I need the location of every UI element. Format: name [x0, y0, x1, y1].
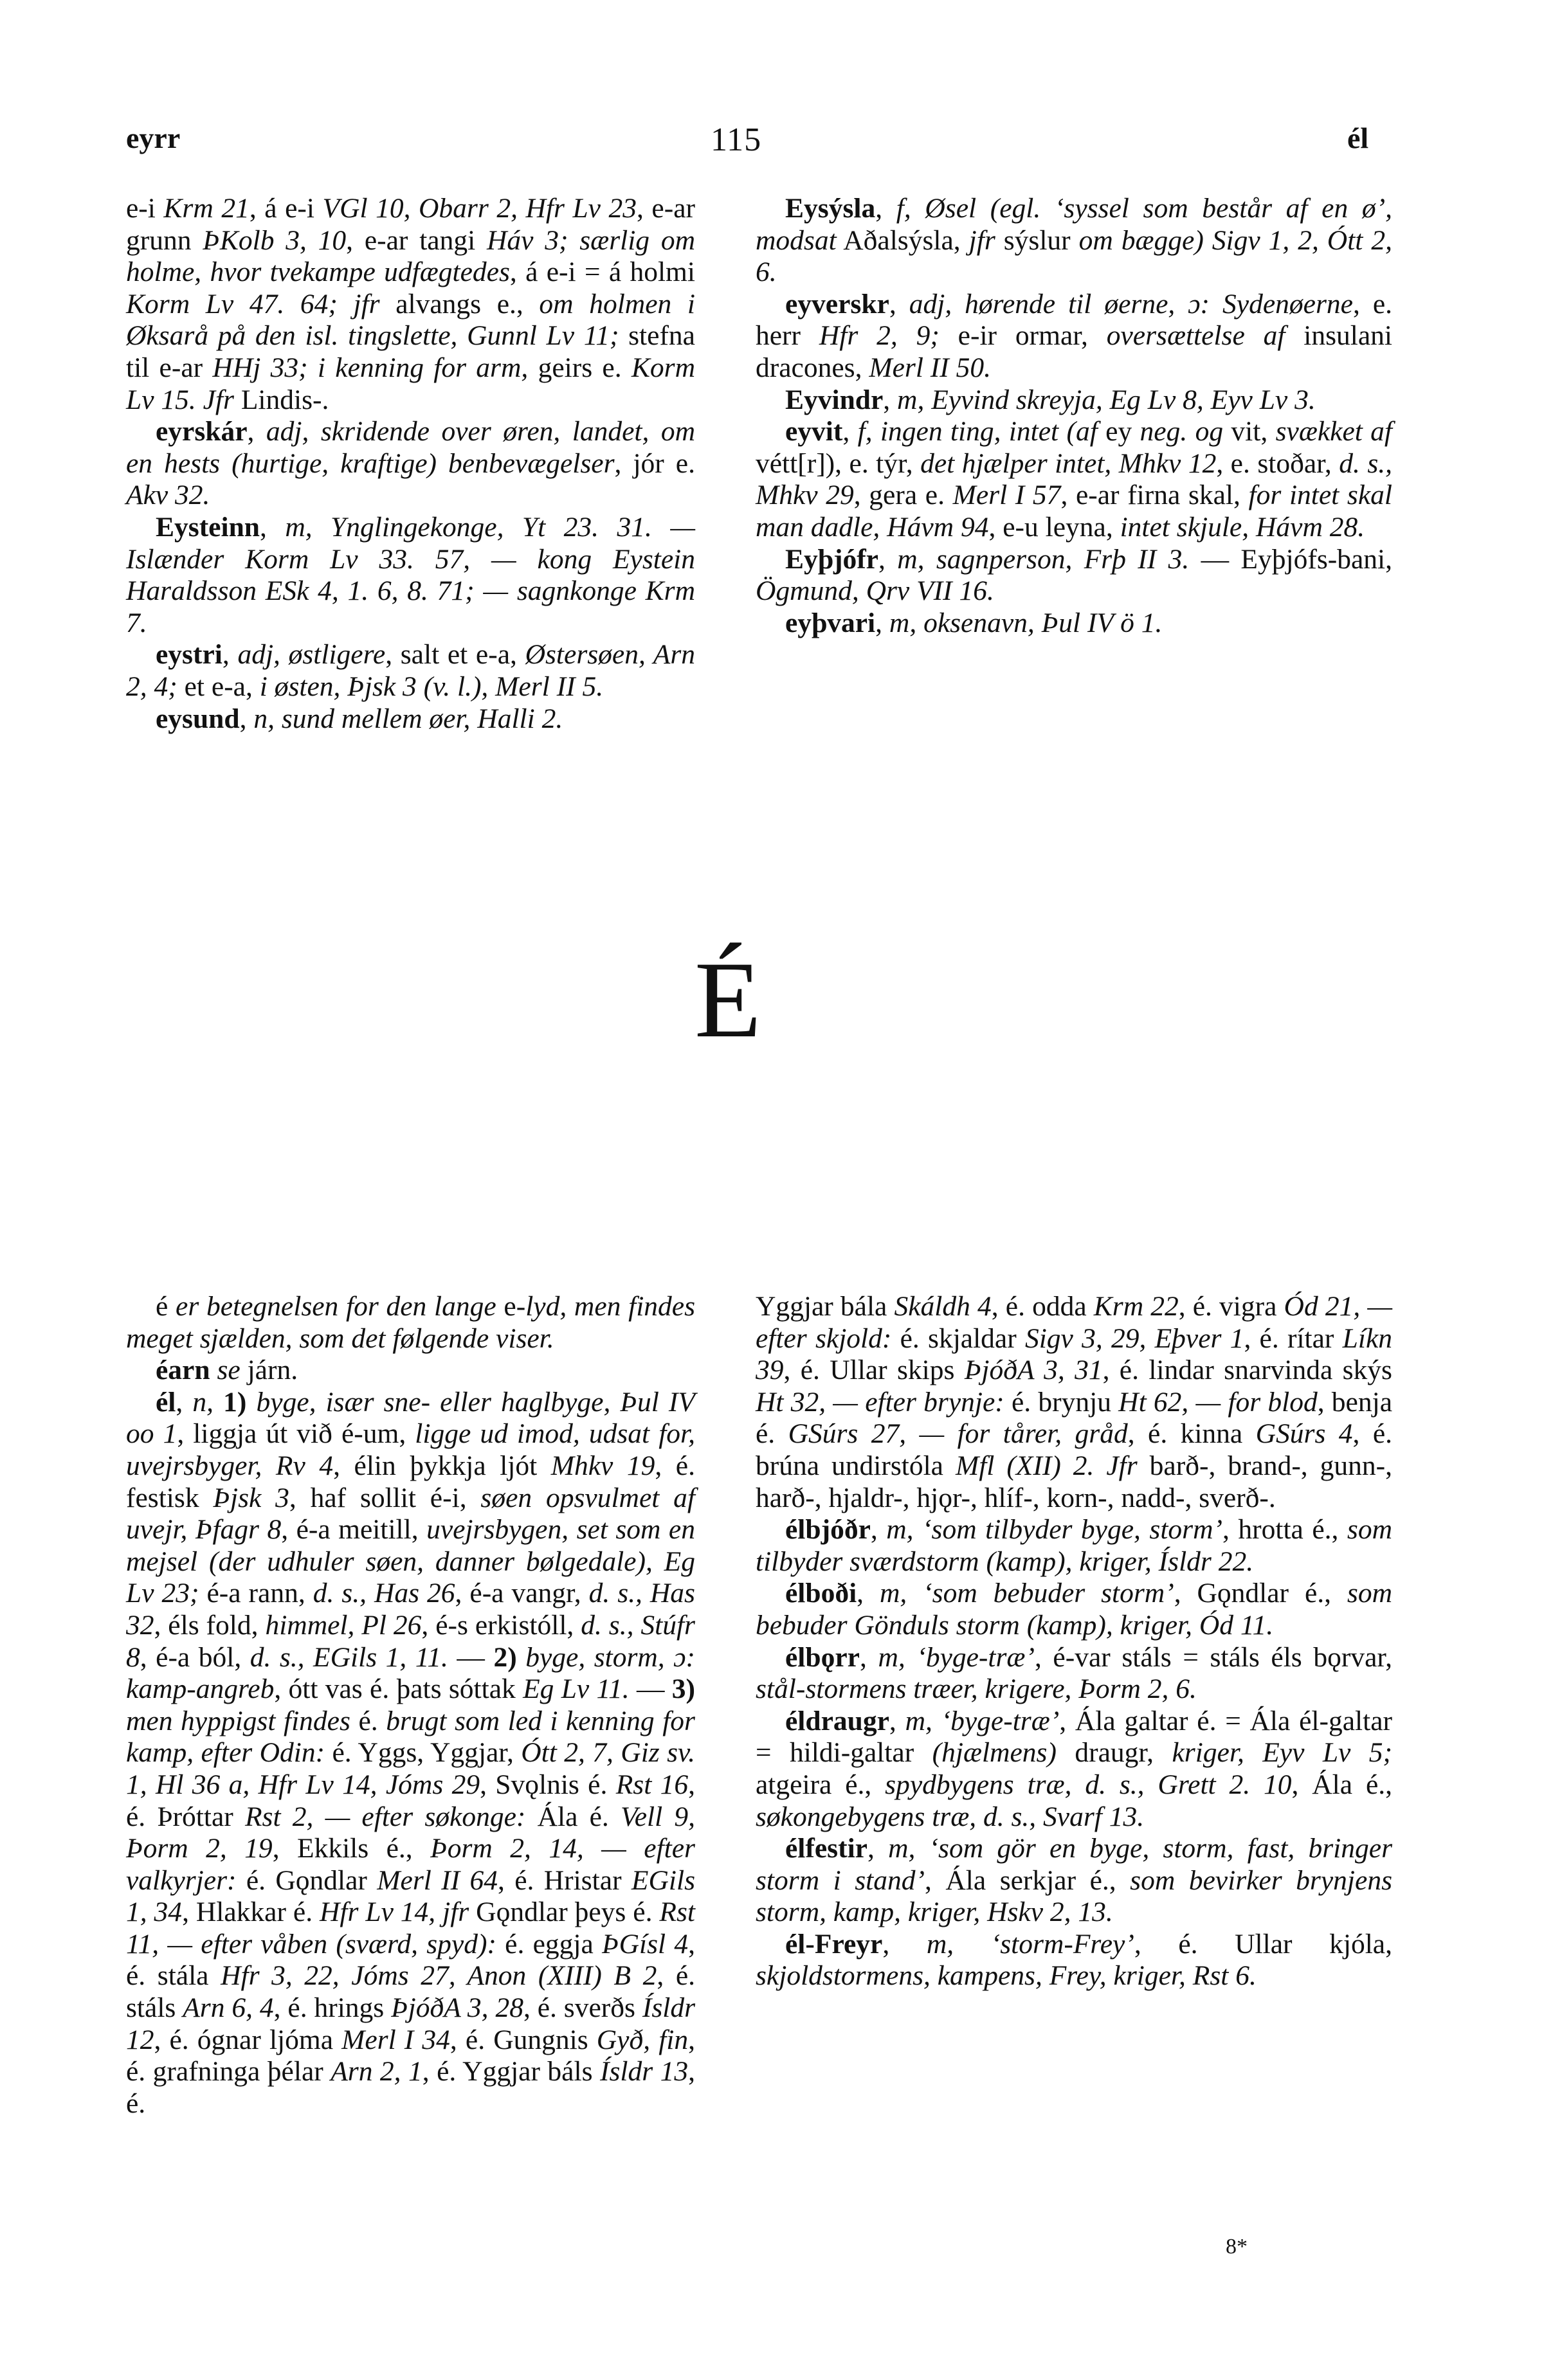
column-top-right	[756, 193, 1392, 639]
roman-text: , e. herr	[756, 288, 1392, 352]
italic-text: svækket af	[1275, 416, 1393, 447]
italic-text: m, Eyvind skreyja, Eg Lv 8, Eyv Lv 3.	[897, 384, 1316, 415]
roman-text: ,	[878, 543, 898, 575]
roman-text: , élin þykkja ljót	[333, 1450, 551, 1481]
headword: él	[156, 1386, 176, 1418]
running-head-right: él	[1347, 122, 1369, 154]
roman-text: é. brynju	[1004, 1386, 1119, 1418]
italic-text: Vell 9, Þorm 2, 19	[126, 1801, 695, 1864]
roman-text: é. Yggs, Yggjar,	[325, 1737, 522, 1769]
italic-text: jfr	[968, 224, 995, 256]
italic-text: ÞKolb 3, 10	[203, 224, 347, 256]
roman-text: vit,	[1223, 416, 1276, 447]
dictionary-entry	[126, 1355, 695, 1387]
roman-text: , Svǫlnis é.	[480, 1769, 616, 1800]
italic-text: Ísldr 13	[599, 2056, 689, 2087]
italic-text: Ht 32, — efter brynje:	[756, 1386, 1004, 1418]
roman-text: , é. kinna	[1127, 1418, 1256, 1450]
italic-text: ÞGísl 4	[602, 1928, 689, 1960]
headword: élboði	[785, 1578, 857, 1609]
italic-text: som tilbyder sværdstorm (kamp), kriger, Ísldr 22.	[756, 1514, 1392, 1577]
roman-text: , liggja út við é-um,	[177, 1418, 415, 1450]
dictionary-entry	[126, 512, 695, 639]
italic-text: ÞjóðA 3, 31	[964, 1355, 1103, 1386]
headword: eyverskr	[785, 288, 889, 320]
signature-mark: 8*	[1226, 2235, 1248, 2258]
italic-text: Mfl (XII) 2. Jfr	[955, 1450, 1138, 1481]
italic-text: oversættelse af	[1106, 320, 1285, 352]
roman-text: , é.	[126, 2056, 696, 2119]
italic-text: kriger, Eyv Lv 5;	[1172, 1737, 1392, 1769]
italic-text: Rst 11, — efter våben (sværd, spyd):	[126, 1897, 695, 1960]
dictionary-entry	[756, 1833, 1392, 1929]
dictionary-entry	[126, 639, 695, 703]
roman-text: , é. sverðs	[523, 1992, 642, 2024]
dictionary-entry	[756, 1642, 1392, 1706]
roman-text: , e-u leyna,	[988, 511, 1120, 543]
headword: élbǫrr	[785, 1641, 860, 1673]
roman-text: , éls fold,	[154, 1609, 266, 1641]
italic-text: Sigv 3, 29, Eþver 1	[1024, 1322, 1244, 1354]
italic-text: som bebuder Gönduls storm (kamp), kriger, Ód 11.	[756, 1578, 1392, 1641]
italic-text: n,	[192, 1386, 214, 1418]
italic-text: adj, østligere	[237, 639, 386, 671]
roman-text: , é. ógnar ljóma	[154, 2024, 342, 2055]
running-head-left: eyrr	[126, 122, 181, 154]
roman-text: é. Gǫndlar	[236, 1864, 377, 1896]
column-bottom-left	[126, 1291, 695, 2120]
italic-text: Ísldr 12	[126, 1992, 696, 2055]
roman-text: , Hlakkar é.	[182, 1897, 320, 1928]
italic-text: søen opsvulmet af uvejr, Þfagr 8	[126, 1482, 695, 1546]
roman-text: Lindis-.	[233, 384, 329, 415]
roman-text: , é. Gungnis	[450, 2024, 597, 2055]
section-letter-heading: É	[695, 939, 761, 1060]
roman-text: , é. Ullar kjóla,	[1134, 1928, 1392, 1960]
roman-text: , é-a meitill,	[281, 1514, 427, 1546]
italic-text: m, ‘byge-træ’	[905, 1705, 1060, 1736]
roman-text: ,	[222, 639, 238, 671]
roman-text: , é. Ullar skips	[783, 1355, 965, 1386]
headword: él-Freyr	[785, 1928, 883, 1960]
headword: eyvit	[785, 416, 843, 447]
italic-text: m, Ynglingekonge, Yt 23. 31. — Islænder Korm Lv 33. 57, — kong Eystein Haraldsson ESk 4, 1. 6, 8. 71; — sagnkonge Krm 7.	[126, 511, 695, 638]
italic-text: i østen, Þjsk 3 (v. l.), Merl II 5.	[259, 671, 604, 702]
roman-text: atgeira é.,	[756, 1769, 885, 1800]
italic-text: EGils 1, 34	[126, 1864, 696, 1928]
roman-text: járn.	[240, 1355, 298, 1386]
italic-text: Korm Lv 47. 64; jfr	[126, 288, 380, 320]
italic-text: Østersøen, Arn 2, 4;	[126, 639, 695, 702]
italic-text: det hjælper intet, Mhkv 12	[920, 447, 1217, 479]
roman-text: ,	[842, 416, 858, 447]
roman-text: , Ála é.,	[1291, 1769, 1392, 1800]
italic-text: men hyppigst findes	[126, 1705, 350, 1736]
roman-text: , é. stála	[126, 1928, 695, 1992]
italic-text: Merl I 34	[341, 2024, 450, 2055]
italic-text: Skáldh 4	[894, 1291, 992, 1322]
italic-text: Krm 22	[1093, 1291, 1179, 1322]
italic-text: m, ‘som gör en byge, storm, fast, bringer storm i stand’	[756, 1833, 1392, 1896]
dictionary-entry	[126, 703, 695, 735]
italic-text: d. s., Has 32	[126, 1578, 695, 1641]
italic-text: intet skjule, Hávm 28.	[1120, 511, 1365, 543]
italic-text: Krm 21	[163, 193, 250, 224]
italic-text: (hjælmens)	[932, 1737, 1057, 1769]
italic-text: adj, hørende til øerne, ɔ: Sydenøerne	[909, 288, 1353, 320]
dictionary-entry	[756, 416, 1392, 543]
italic-text: Þorm 2, 14, — efter valkyrjer:	[126, 1833, 695, 1896]
roman-text: e-i	[126, 193, 164, 224]
dictionary-entry	[756, 1578, 1392, 1641]
italic-text: Ód 21, — efter skjold:	[756, 1291, 1393, 1354]
italic-text: f, Øsel (egl. ‘syssel som består af en ø’, modsat	[756, 193, 1392, 256]
headword: Eysteinn	[156, 511, 260, 543]
italic-text: skjoldstormens, kampens, Frey, kriger, Rst 6.	[756, 1960, 1257, 1992]
roman-text: ,	[239, 703, 254, 734]
dictionary-entry	[756, 608, 1392, 640]
roman-text: — Eyþjófs-bani,	[1189, 543, 1393, 575]
roman-text: sýslur	[995, 224, 1079, 256]
roman-text: é. eggja	[496, 1928, 603, 1960]
dictionary-entry	[126, 1387, 695, 2120]
roman-text: e-	[496, 1291, 526, 1322]
italic-text: m, ‘som tilbyder byge, storm’	[886, 1514, 1223, 1546]
italic-text: lyd, men findes meget sjælden, som det følgende viser.	[126, 1291, 696, 1354]
dictionary-entry	[756, 1291, 1392, 1514]
headword: Eyvindr	[785, 384, 884, 415]
roman-text: , é-s erkistóll,	[421, 1609, 581, 1641]
italic-text: neg. og	[1140, 416, 1224, 447]
roman-text: barð-, brand-, gunn-, harð-, hjaldr-, hjǫr-, hlíf-, korn-, nadd-, sverð-.	[756, 1450, 1392, 1513]
roman-text: et e-a,	[177, 671, 260, 702]
headword: Eysýsla	[785, 193, 876, 224]
roman-text: ,	[857, 1578, 880, 1609]
roman-text: ,	[247, 416, 266, 447]
italic-text: brugt som led i kenning for kamp, efter Odin:	[126, 1705, 695, 1769]
italic-text: byge, især sne- eller haglbyge, Þul IV oo 1	[126, 1386, 695, 1450]
italic-text: ÞjóðA 3, 28	[391, 1992, 523, 2024]
roman-text: stefna til e-ar	[126, 320, 695, 383]
roman-text: ,	[875, 193, 896, 224]
roman-text: ,	[889, 288, 909, 320]
roman-text: Gǫndlar þeys é.	[469, 1897, 660, 1928]
roman-text: ,	[875, 607, 889, 638]
roman-text: , Ála serkjar é.,	[924, 1864, 1131, 1896]
roman-text: , é. lindar snarvinda skýs	[1102, 1355, 1392, 1386]
italic-text: Ótt 2, 7, Giz sv. 1, Hl 36 a, Hfr Lv 14, Jóms 29	[126, 1737, 695, 1800]
headword: 3)	[671, 1673, 696, 1705]
roman-text: , Ekkils é.,	[272, 1833, 431, 1864]
roman-text: , é. brúna undirstóla	[756, 1418, 1392, 1481]
roman-text: , salt et e-a,	[385, 639, 525, 671]
italic-text: Arn 2, 1	[331, 2056, 422, 2087]
roman-text: —	[448, 1641, 494, 1673]
italic-text: HHj 33; i kenning for arm,	[212, 352, 529, 383]
italic-text: om bægge) Sigv 1, 2, Ótt 2, 6.	[756, 224, 1392, 288]
roman-text: , haf sollit é-i,	[289, 1482, 481, 1513]
italic-text: Merl II 50.	[869, 352, 991, 383]
dictionary-entry	[756, 289, 1392, 384]
italic-text: Gyð, fin	[596, 2024, 689, 2055]
roman-text: ,	[867, 1833, 889, 1864]
roman-text: , gera e.	[853, 480, 953, 511]
headword: élfestir	[785, 1833, 867, 1864]
italic-text: m, ‘som bebuder storm’	[879, 1578, 1174, 1609]
dictionary-entry	[756, 384, 1392, 417]
roman-text: , é. festisk	[126, 1450, 695, 1513]
italic-text: se	[217, 1355, 241, 1386]
roman-text: , é-a ból,	[140, 1641, 250, 1673]
italic-text: stål-stormens træer, krigere, Þorm 2, 6.	[756, 1673, 1197, 1705]
italic-text: uvejrsbygen, set som en mejsel (der udhuler søen, danner bølgedale), Eg Lv 23;	[126, 1514, 695, 1609]
roman-text: , é. grafninga þélar	[126, 2024, 695, 2087]
italic-text: søkongebygens træ, d. s., Svarf 13.	[756, 1801, 1145, 1832]
dictionary-entry	[756, 544, 1392, 608]
roman-text: , é. stáls	[126, 1960, 696, 2024]
roman-text: ,	[889, 1705, 905, 1736]
roman-text: ,	[870, 1514, 887, 1546]
roman-text: , e-ar firna skal,	[1060, 480, 1249, 511]
roman-text: , e. stoðar,	[1216, 447, 1340, 479]
headword: eyþvari	[785, 607, 876, 638]
italic-text: Eg Lv 11.	[523, 1673, 630, 1705]
roman-text: , é. Yggjar báls	[422, 2056, 600, 2087]
roman-text: , é. hrings	[273, 1992, 392, 2024]
italic-text: GSúrs 4	[1255, 1418, 1353, 1450]
roman-text: , é-a vangr,	[455, 1578, 589, 1609]
roman-text: , á e-i = á holmi	[509, 257, 695, 288]
roman-text	[210, 1355, 217, 1385]
italic-text: Líkn 39	[756, 1322, 1393, 1386]
headword: 1)	[213, 1386, 257, 1418]
italic-text: som bevirker brynjens storm, kamp, kriger, Hskv 2, 13.	[756, 1864, 1392, 1928]
italic-text: Hfr 3, 22, Jóms 27, Anon (XIII) B 2	[221, 1960, 657, 1992]
roman-text: ,	[176, 1386, 193, 1418]
roman-text: ,	[883, 384, 898, 415]
roman-text: , é. Þróttar	[126, 1769, 695, 1832]
italic-text: GSúrs 27, — for tårer, gråd	[788, 1418, 1128, 1450]
italic-text: d. s., Stúfr 8	[126, 1609, 695, 1673]
roman-text: , hrotta é.,	[1222, 1514, 1347, 1546]
italic-text: Arn 6, 4	[183, 1992, 274, 2024]
italic-text: Ht 62, — for blod	[1118, 1386, 1318, 1418]
italic-text: m, ‘byge-træ’	[878, 1641, 1035, 1673]
italic-text: Þjsk 3	[213, 1482, 289, 1513]
roman-text: é	[156, 1291, 176, 1322]
roman-text: , e-ar tangi	[346, 224, 487, 256]
italic-text: n, sund mellem øer, Halli 2.	[253, 703, 563, 734]
roman-text: , é. rítar	[1244, 1322, 1343, 1354]
italic-text: er betegnelsen for den lange	[176, 1291, 496, 1322]
roman-text: , jór e.	[614, 447, 695, 479]
dictionary-entry	[756, 1514, 1392, 1578]
roman-text: , Ála galtar é. = Ála él-galtar = hildi-galtar	[756, 1705, 1393, 1769]
roman-text: , Gǫndlar é.,	[1174, 1578, 1347, 1609]
roman-text: draugr,	[1056, 1737, 1172, 1769]
italic-text: m, sagnperson, Frþ II 3.	[897, 543, 1190, 575]
dictionary-entry	[126, 1291, 695, 1355]
roman-text: , é. Hristar	[498, 1864, 631, 1896]
italic-text: adj, skridende over øren, landet, om en hests (hurtige, kraftige) benbevægelser	[126, 416, 696, 479]
italic-text: for intet skal man dadle, Hávm 94	[756, 480, 1392, 543]
italic-text: Korm Lv 15. Jfr	[126, 352, 695, 415]
italic-text: m, oksenavn, Þul IV ö 1.	[889, 607, 1163, 638]
page-number: 115	[711, 122, 762, 158]
italic-text: ligge ud imod, udsat for, uvejrsbyger, Rv 4	[126, 1418, 696, 1481]
dictionary-entry	[126, 193, 695, 416]
headword: éldraugr	[785, 1705, 889, 1736]
dictionary-entry	[756, 1706, 1392, 1833]
headword: eyrskár	[156, 416, 248, 447]
roman-text: Aðalsýsla,	[836, 224, 969, 256]
roman-text: , á e-i	[249, 193, 323, 224]
italic-text: f, ingen ting, intet (af	[857, 416, 1098, 447]
column-top-left	[126, 193, 695, 735]
roman-text: —	[629, 1673, 672, 1705]
italic-text: Ögmund, Qrv VII 16.	[756, 575, 994, 607]
headword: eystri	[156, 639, 222, 671]
roman-text: Yggjar bála	[756, 1291, 895, 1322]
italic-text: Mhkv 19	[550, 1450, 655, 1481]
roman-text: , é. vigra	[1178, 1291, 1284, 1322]
italic-text: m, ‘storm-Frey’	[926, 1928, 1134, 1960]
italic-text: VGl 10, Obarr 2, Hfr Lv 23	[322, 193, 637, 224]
italic-text: Hfr Lv 14, jfr	[320, 1897, 469, 1928]
roman-text: ey	[1097, 416, 1140, 447]
roman-text: , ótt vas é. þats sóttak	[274, 1673, 523, 1705]
roman-text: , é-var stáls = stáls éls bǫrvar,	[1034, 1641, 1392, 1673]
italic-text: Háv 3; særlig om holme, hvor tvekampe udfægtedes	[126, 224, 695, 288]
italic-text: d. s., Has 26	[313, 1578, 455, 1609]
headword: Eyþjófr	[785, 543, 878, 575]
roman-text: , benja é.	[756, 1386, 1392, 1450]
headword: eysund	[156, 703, 240, 734]
roman-text: geirs e.	[528, 352, 631, 383]
italic-text: Rst 16	[615, 1769, 689, 1800]
roman-text: é. skjaldar	[891, 1322, 1025, 1354]
roman-text: vétt[r]), e. týr,	[756, 447, 921, 479]
roman-text: , é. odda	[991, 1291, 1094, 1322]
roman-text: ,	[882, 1928, 927, 1960]
italic-text: Merl I 57	[952, 480, 1061, 511]
dictionary-entry	[126, 416, 695, 512]
italic-text: Merl II 64	[377, 1864, 498, 1896]
italic-text: Akv 32.	[126, 480, 210, 511]
roman-text: e-ir ormar,	[939, 320, 1107, 352]
italic-text: d. s., EGils 1, 11.	[250, 1641, 448, 1673]
roman-text: ,	[859, 1641, 878, 1673]
italic-text: Rst 2, — efter søkonge:	[244, 1801, 526, 1832]
roman-text: é-a rann,	[199, 1578, 313, 1609]
column-bottom-right	[756, 1291, 1392, 1992]
dictionary-entry	[756, 1929, 1392, 1992]
italic-text: byge, storm, ɔ: kamp-angreb	[126, 1641, 695, 1705]
roman-text: Ála é.	[525, 1801, 621, 1832]
roman-text: ,	[259, 511, 286, 543]
italic-text: spydbygens træ, d. s., Grett 2. 10	[885, 1769, 1292, 1800]
roman-text: é.	[350, 1705, 386, 1736]
dictionary-entry	[756, 193, 1392, 289]
headword: éarn	[156, 1355, 210, 1386]
italic-text: himmel, Pl 26	[265, 1609, 422, 1641]
roman-text: alvangs e.,	[379, 288, 540, 320]
roman-text: insulani dracones,	[756, 320, 1393, 383]
roman-text: , e-ar grunn	[126, 193, 695, 256]
italic-text: d. s., Mhkv 29	[756, 447, 1393, 511]
italic-text: Hfr 2, 9;	[819, 320, 940, 352]
headword: 2)	[493, 1641, 526, 1673]
headword: élbjóðr	[785, 1514, 871, 1546]
italic-text: om holmen i Øksarå på den isl. tingslette, Gunnl Lv 11;	[126, 288, 695, 352]
